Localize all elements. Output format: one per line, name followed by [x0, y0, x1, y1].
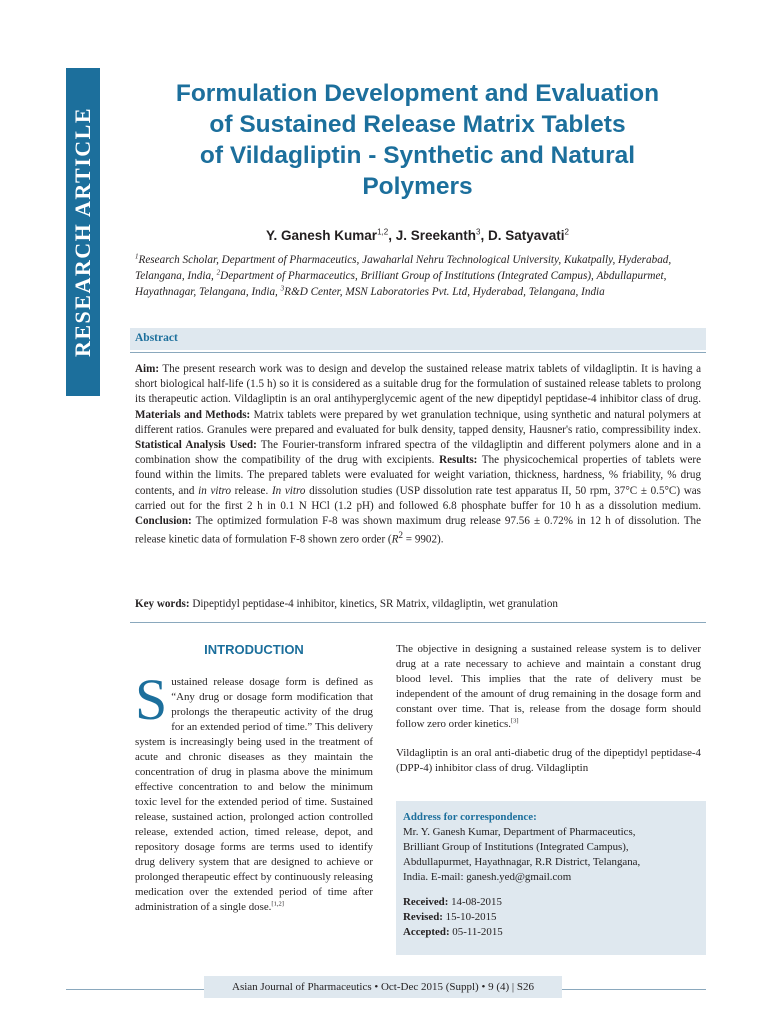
keywords-label: Key words: [135, 598, 190, 610]
intro-column-right [396, 642, 701, 790]
article-title [130, 78, 705, 202]
title-line: of Vildagliptin - Synthetic and Natural [199, 142, 636, 169]
abstract-r-exponent: 2 [398, 531, 404, 542]
keywords [135, 597, 701, 612]
correspondence-box [396, 801, 706, 955]
affiliation-text: R&D Center, MSN Laboratories Pvt. Ltd, Hyderabad, Telangana, India [284, 286, 605, 298]
section-tab-label: RESEARCH ARTICLE [70, 106, 96, 358]
intro-paragraph [396, 642, 701, 732]
abstract-results: release. [231, 484, 272, 497]
correspondence-line: Brilliant Group of Institutions (Integrated Campus), [403, 841, 629, 853]
section-heading-introduction: INTRODUCTION [204, 642, 304, 657]
abstract-results: dissolution studies (USP dissolution rate test apparatus II, 50 rpm, 37°C ± 0.5°C) was carried out for the first 2 h in 0.1 N HCl (1.2 pH) and followed 6.8 phosphate buffer for 10 h as a dissolution medium. [135, 484, 701, 512]
author-affiliation-mark: 2 [564, 227, 569, 237]
abstract-results-label: Results: [439, 454, 478, 467]
abstract-r-symbol: R [391, 533, 399, 546]
abstract-header-bar [130, 328, 706, 350]
author-affiliation-mark: 3 [476, 227, 481, 237]
accepted-value: 05-11-2015 [449, 926, 503, 938]
revised-label: Revised: [403, 911, 443, 923]
page-footer [204, 976, 562, 998]
received-label: Received: [403, 896, 449, 908]
revised-date [403, 910, 699, 925]
affiliation-text: Research Scholar, Department of Pharmaceutics, Jawaharlal Nehru Technological University, Kukatpally, Hyderabad, Telangana, India, [135, 254, 672, 282]
intro-text: ustained release dosage form is defined as “Any drug or dosage form modification that prolongs the therapeutic activity of the drug for an extended period of time.” This delivery system is increasingly being used in the treatment of acute and chronic diseases as they maintain the concentration of drug in plasma above the minimum effective concentration to and below the minimum toxic level for the extended period of time. Sustained release, sustained action, prolonged action controlled release, extended action, timed release, depot, and repository dosage forms are terms used to identify drug delivery system that are designed to achieve or prolonged therapeutic effect by continuously releasing medication over the extended period of time after administration of a single dose. [135, 676, 373, 913]
abstract-conclusion: = 9902). [403, 533, 444, 546]
abstract-results: The physicochemical properties of tablets were found within the limits. The prepared tablets were evaluated for weight variation, thickness, hardness, % friability, % drug contents, and [135, 454, 701, 497]
author-name: Y. Ganesh Kumar [266, 228, 378, 243]
correspondence-title: Address for correspondence: [403, 811, 537, 823]
affiliation-mark: 2 [216, 268, 221, 277]
abstract-body [135, 362, 701, 548]
abstract-aim-label: Aim: [135, 363, 160, 375]
citation: [3] [510, 717, 519, 725]
abstract-aim: The present research work was to design and develop the sustained release matrix tablets of vildagliptin. It is having a short biological half-life (1.5 h) so it is considered as a suitable drug for the formulation of sustained release tablets to prolong its therapeutic action. Vildagliptin is an oral antihyperglycemic agent of the new dipeptidyl peptidase-4 inhibitor class of drug. [135, 363, 701, 406]
abstract-methods-label: Materials and Methods: [135, 408, 251, 421]
correspondence-line: Abdullapurmet, Hayathnagar, R.R District, Telangana, [403, 856, 641, 868]
affiliations [135, 252, 705, 300]
divider [130, 622, 706, 623]
abstract-stat-label: Statistical Analysis Used: [135, 439, 257, 452]
abstract-conclusion-label: Conclusion: [135, 515, 192, 528]
intro-paragraph: Vildagliptin is an oral anti-diabetic drug of the dipeptidyl peptidase-4 (DPP-4) inhibitor class of drug. Vildagliptin [396, 747, 701, 774]
footer-text: Asian Journal of Pharmaceutics • Oct-Dec 2015 (Suppl) • 9 (4) | S26 [232, 981, 534, 993]
divider [562, 989, 706, 990]
abstract-stat: The Fourier-transform infrared spectra of the vildagliptin and different polymers alone and in a combination show the compatibility of the drug with excipients. [135, 439, 701, 467]
correspondence-line: India. E-mail: ganesh.yed@gmail.com [403, 871, 572, 883]
abstract-in-vitro: in vitro [198, 484, 231, 497]
abstract-in-vitro: In vitro [271, 484, 306, 497]
accepted-label: Accepted: [403, 926, 450, 938]
affiliation-mark: 3 [280, 284, 285, 293]
article-dates [403, 895, 699, 940]
title-line: Polymers [362, 173, 473, 200]
intro-paragraph-left [135, 667, 373, 915]
title-line: Formulation Development and Evaluation [175, 80, 660, 107]
revised-value: 15-10-2015 [442, 911, 497, 923]
affiliation-mark: 1 [135, 252, 139, 261]
abstract-methods: Matrix tablets were prepared by wet granulation technique, using synthetic and natural polymers at different ratios. Granules were prepared and evaluated for bulk density, tapped density, Hausner's ratio, compressibility index. [135, 408, 701, 436]
received-date [403, 895, 699, 910]
section-tab-label-wrap [66, 68, 100, 396]
divider [66, 989, 204, 990]
divider [130, 352, 706, 353]
author-name: D. Satyavati [487, 228, 565, 243]
keywords-text: Dipeptidyl peptidase-4 inhibitor, kinetics, SR Matrix, vildagliptin, wet granulation [189, 598, 558, 610]
abstract-conclusion: The optimized formulation F-8 was shown maximum drug release 97.56 ± 0.72% in 12 h of dissolution. The release kinetic data of formulation F-8 shown zero order ( [135, 515, 701, 546]
correspondence-line: Mr. Y. Ganesh Kumar, Department of Pharmaceutics, [403, 826, 636, 838]
author-affiliation-mark: 1,2 [377, 227, 389, 237]
citation: [1,2] [271, 900, 284, 908]
title-line: of Sustained Release Matrix Tablets [209, 111, 626, 138]
drop-cap: S [135, 667, 168, 732]
abstract-heading: Abstract [135, 332, 178, 344]
intro-text: The objective in designing a sustained release system is to deliver drug at a rate necessary to achieve and maintain a constant drug blood level. This implies that the rate of delivery must be independent of the amount of drug remaining in the dosage form and constant over time. That is, release from the dosage form should follow zero order kinetics. [396, 643, 701, 730]
author-name: J. Sreekanth [395, 228, 476, 243]
received-value: 14-08-2015 [448, 896, 502, 908]
affiliation-text: Department of Pharmaceutics, Brilliant Group of Institutions (Integrated Campus), Abdullapurmet, Hayathnagar, Telangana, India, [135, 270, 667, 298]
accepted-date [403, 925, 699, 940]
author-list: Y. Ganesh Kumar$^{1,2}$, J. Sreekanth$^3$, D. Satyavati$^2$ [266, 227, 569, 243]
